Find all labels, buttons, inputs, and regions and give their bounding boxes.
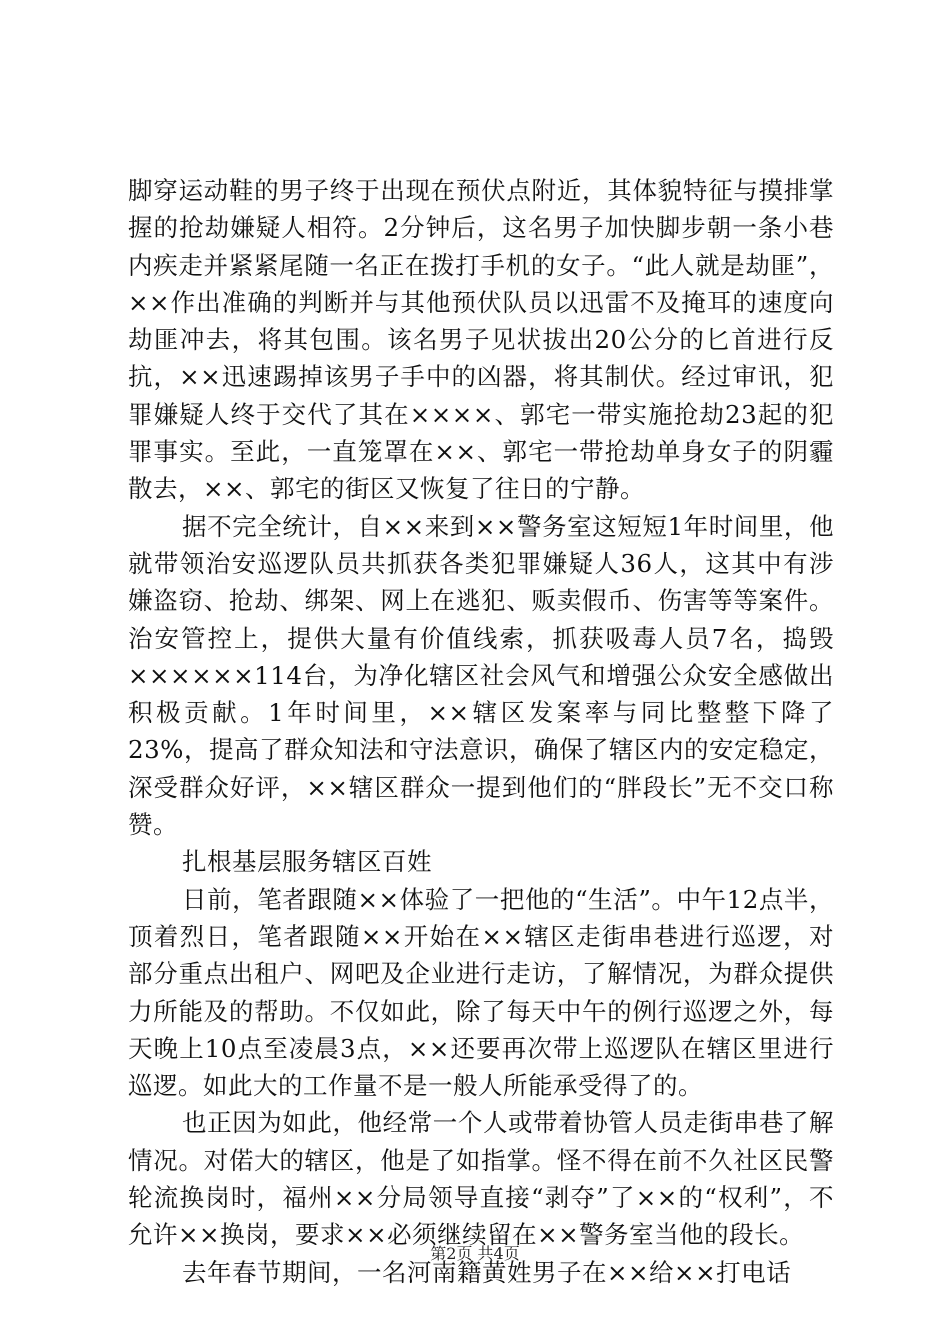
section-heading: 扎根基层服务辖区百姓 (182, 847, 432, 877)
paragraph: 据不完全统计，自××来到××警务室这短短1年时间里，他就带领治安巡逻队员共抓获各类犯罪嫌疑人36人，这其中有涉嫌盗窃、抢劫、绑架、网上在逃犯、贩卖假币、伤害等等案件。治安管控上，提供大量有价值线索，抓获吸毒人员7名，捣毁××××××114台，为净化辖区社会风气和增强公众安全感做出积极贡献。1年时间里，××辖区发案率与同比整整下降了23%，提高了群众知法和守法意识，确保了辖区内的安定稳定，深受群众好评，××辖区群众一提到他们的“胖段长”无不交口称赞。 (128, 511, 834, 840)
paragraph: 脚穿运动鞋的男子终于出现在预伏点附近，其体貌特征与摸排掌握的抢劫嫌疑人相符。2分钟后，这名男子加快脚步朝一条小巷内疾走并紧紧尾随一名正在拨打手机的女子。“此人就是劫匪”，××作出准确的判断并与其他预伏队员以迅雷不及掩耳的速度向劫匪冲去，将其包围。该名男子见状拔出20公分的匕首进行反抗，××迅速踢掉该男子手中的凶器，将其制伏。经过审讯，犯罪嫌疑人终于交代了其在××××、郭宅一带实施抢劫23起的犯罪事实。至此，一直笼罩在××、郭宅一带抢劫单身女子的阴霾散去，××、郭宅的街区又恢复了往日的宁静。 (128, 176, 834, 504)
document-body (128, 172, 834, 1291)
paragraph: 日前，笔者跟随××体验了一把他的“生活”。中午12点半，顶着烈日，笔者跟随××开始在××辖区走街串巷进行巡逻，对部分重点出租户、网吧及企业进行走访，了解情况，为群众提供力所能及的帮助。不仅如此，除了每天中午的例行巡逻之外，每天晚上10点至凌晨3点，××还要再次带上巡逻队在辖区里进行巡逻。如此大的工作量不是一般人所能承受得了的。 (128, 884, 834, 1101)
page-footer: 第2页 共4页 (430, 1244, 520, 1263)
paragraph: 也正因为如此，他经常一个人或带着协管人员走街串巷了解情况。对偌大的辖区，他是了如指掌。怪不得在前不久社区民警轮流换岗时，福州××分局领导直接“剥夺”了××的“权利”，不允许××换岗，要求××必须继续留在××警务室当他的段长。 (128, 1108, 834, 1250)
paragraph: 去年春节期间，一名河南籍黄姓男子在××给××打电话 (182, 1257, 792, 1287)
